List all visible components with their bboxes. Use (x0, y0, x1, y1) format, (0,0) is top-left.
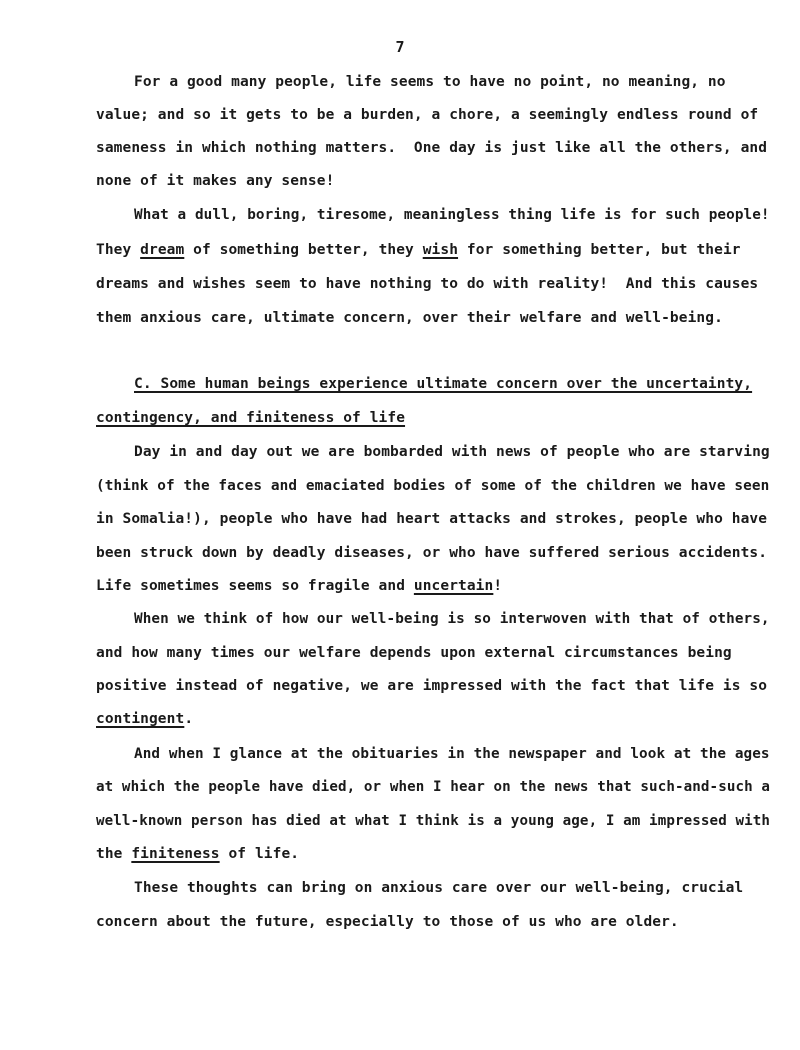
emphasis-contingent: contingent (96, 711, 185, 727)
paragraph-4-line-4: contingent. (96, 711, 194, 727)
paragraph-2-line-4: them anxious care, ultimate concern, over their welfare and well-being. (96, 310, 723, 326)
emphasis-dream: dream (140, 242, 185, 258)
paragraph-3-line-4: been struck down by deadly diseases, or who have suffered serious accidents. (96, 545, 768, 561)
paragraph-4-line-3: positive instead of negative, we are impressed with the fact that life is so (96, 678, 768, 694)
paragraph-3-line-5: Life sometimes seems so fragile and uncertain! (96, 578, 503, 594)
paragraph-5-line-1: And when I glance at the obituaries in the newspaper and look at the ages (134, 746, 770, 762)
paragraph-5-line-2: at which the people have died, or when I hear on the news that such-and-such a (96, 779, 771, 795)
emphasis-wish: wish (422, 242, 459, 258)
paragraph-4-line-1: When we think of how our well-being is so interwoven with that of others, (134, 611, 770, 627)
paragraph-1-line-4: none of it makes any sense! (96, 173, 335, 189)
paragraph-6-line-1: These thoughts can bring on anxious care over our well-being, crucial (134, 880, 744, 896)
section-heading-line-1: C. Some human beings experience ultimate concern over the uncertainty, (134, 376, 753, 392)
paragraph-5-line-4: the finiteness of life. (96, 846, 300, 862)
paragraph-2-line-2: They dream of something better, they wish for something better, but their (96, 242, 741, 258)
page-number: 7 (395, 38, 405, 56)
paragraph-6-line-2: concern about the future, especially to those of us who are older. (96, 914, 679, 930)
paragraph-2-line-1: What a dull, boring, tiresome, meaningless thing life is for such people! (134, 207, 770, 223)
emphasis-uncertain: uncertain (413, 578, 494, 594)
paragraph-3-line-3: in Somalia!), people who have had heart attacks and strokes, people who have (96, 511, 768, 527)
emphasis-finiteness: finiteness (131, 846, 220, 862)
paragraph-4-line-2: and how many times our welfare depends upon external circumstances being (96, 645, 732, 661)
paragraph-3-line-2: (think of the faces and emaciated bodies of some of the children we have seen (96, 478, 770, 494)
paragraph-1-line-1: For a good many people, life seems to have no point, no meaning, no (134, 74, 726, 90)
paragraph-5-line-3: well-known person has died at what I think is a young age, I am impressed with (96, 813, 771, 829)
paragraph-3-line-1: Day in and day out we are bombarded with news of people who are starving (134, 444, 770, 460)
section-heading-line-2: contingency, and finiteness of life (96, 410, 406, 426)
paragraph-2-line-3: dreams and wishes seem to have nothing to do with reality! And this causes (96, 276, 759, 292)
paragraph-1-line-2: value; and so it gets to be a burden, a chore, a seemingly endless round of (96, 107, 759, 123)
paragraph-1-line-3: sameness in which nothing matters. One day is just like all the others, and (96, 140, 768, 156)
